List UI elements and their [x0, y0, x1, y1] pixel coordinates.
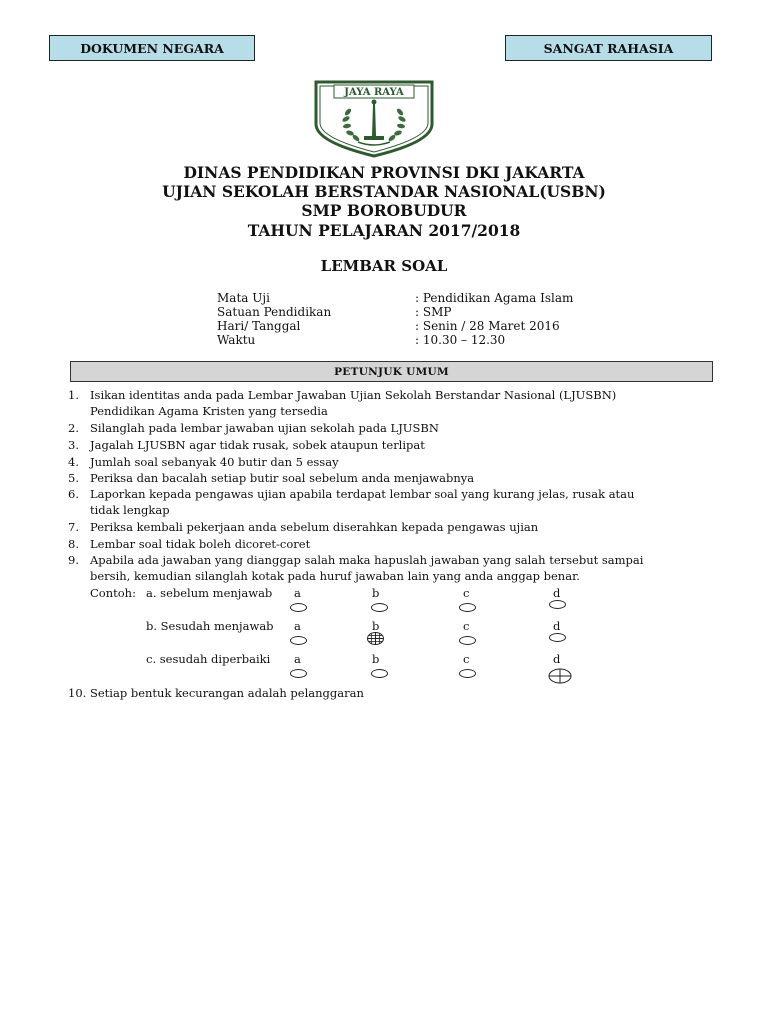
option-letter: a: [294, 586, 301, 600]
item-number: 7.: [68, 520, 79, 534]
item-text: Laporkan kepada pengawas ujian apabila terdapat lembar soal yang kurang jelas, rusak atau: [90, 487, 635, 501]
answer-bubble: [459, 603, 476, 612]
meta-label: Hari/ Tanggal: [217, 319, 301, 333]
item-text: Periksa dan bacalah setiap butir soal sebelum anda menjawabnya: [90, 471, 475, 485]
item-text: Lembar soal tidak boleh dicoret-coret: [90, 537, 311, 551]
item-number: 2.: [68, 421, 79, 435]
answer-bubble: [290, 636, 307, 645]
option-letter: d: [553, 586, 561, 600]
option-letter: a: [294, 652, 301, 666]
item-number: 3.: [68, 438, 79, 452]
item-text: Silanglah pada lembar jawaban ujian sekolah pada LJUSBN: [90, 421, 439, 435]
item-text: Periksa kembali pekerjaan anda sebelum diserahkan kepada pengawas ujian: [90, 520, 539, 534]
meta-label: Satuan Pendidikan: [217, 305, 332, 319]
option-letter: c: [463, 619, 470, 633]
example-label: Contoh:: [90, 586, 136, 600]
option-letter: a: [294, 619, 301, 633]
option-letter: b: [372, 652, 380, 666]
answer-bubble: [290, 669, 307, 678]
logo-text: JAYA RAYA: [344, 87, 404, 98]
sheet-title: LEMBAR SOAL: [320, 257, 448, 275]
answer-bubble: [549, 633, 566, 642]
item-text: bersih, kemudian silanglah kotak pada huruf jawaban lain yang anda anggap benar.: [90, 569, 580, 583]
option-letter: d: [553, 619, 561, 633]
school-name: SMP BOROBUDUR: [301, 201, 467, 220]
exam-title: UJIAN SEKOLAH BERSTANDAR NASIONAL(USBN): [162, 182, 606, 201]
item-number: 8.: [68, 537, 79, 551]
option-letter: c: [463, 586, 470, 600]
answer-bubble: [459, 669, 476, 678]
item-number: 9.: [68, 553, 79, 567]
item-text: Jumlah soal sebanyak 40 butir dan 5 essay: [90, 455, 339, 469]
item-text: tidak lengkap: [90, 503, 170, 517]
answer-bubble: [459, 636, 476, 645]
example-row-label: c. sesudah diperbaiki: [146, 652, 271, 666]
option-letter: c: [463, 652, 470, 666]
item-number: 4.: [68, 455, 79, 469]
option-letter: b: [372, 619, 380, 633]
answer-bubble: [371, 669, 388, 678]
answer-bubble: [549, 600, 566, 609]
item-number: 10.: [68, 686, 87, 700]
meta-value: : Pendidikan Agama Islam: [415, 291, 574, 305]
option-letter: d: [553, 652, 561, 666]
item-number: 6.: [68, 487, 79, 501]
marked-answer-bubble: [367, 632, 384, 645]
item-text: Setiap bentuk kecurangan adalah pelanggaran: [90, 686, 364, 700]
item-text: Pendidikan Agama Kristen yang tersedia: [90, 404, 328, 418]
instructions-header: PETUNJUK UMUM: [70, 361, 713, 382]
item-number: 1.: [68, 388, 79, 402]
agency-title: DINAS PENDIDIKAN PROVINSI DKI JAKARTA: [183, 163, 585, 182]
sangat-rahasia-label: SANGAT RAHASIA: [505, 35, 712, 61]
answer-bubble: [371, 603, 388, 612]
item-text: Isikan identitas anda pada Lembar Jawaban Ujian Sekolah Berstandar Nasional (LJUSBN): [90, 388, 617, 402]
option-letter: b: [372, 586, 380, 600]
meta-value: : 10.30 – 12.30: [415, 333, 506, 347]
item-text: Apabila ada jawaban yang dianggap salah maka hapuslah jawaban yang salah tersebut sampai: [90, 553, 644, 567]
example-row-label: a. sebelum menjawab: [146, 586, 273, 600]
item-number: 5.: [68, 471, 79, 485]
item-text: Jagalah LJUSBN agar tidak rusak, sobek ataupun terlipat: [90, 438, 425, 452]
example-row-label: b. Sesudah menjawab: [146, 619, 274, 633]
meta-label: Mata Uji: [217, 291, 270, 305]
meta-value: : Senin / 28 Maret 2016: [415, 319, 560, 333]
academic-year: TAHUN PELAJARAN 2017/2018: [247, 221, 521, 240]
dokumen-negara-label: DOKUMEN NEGARA: [49, 35, 255, 61]
meta-value: : SMP: [415, 305, 452, 319]
corrected-answer-bubble: [548, 668, 572, 684]
answer-bubble: [290, 603, 307, 612]
meta-label: Waktu: [217, 333, 256, 347]
jaya-raya-emblem: [312, 78, 436, 158]
